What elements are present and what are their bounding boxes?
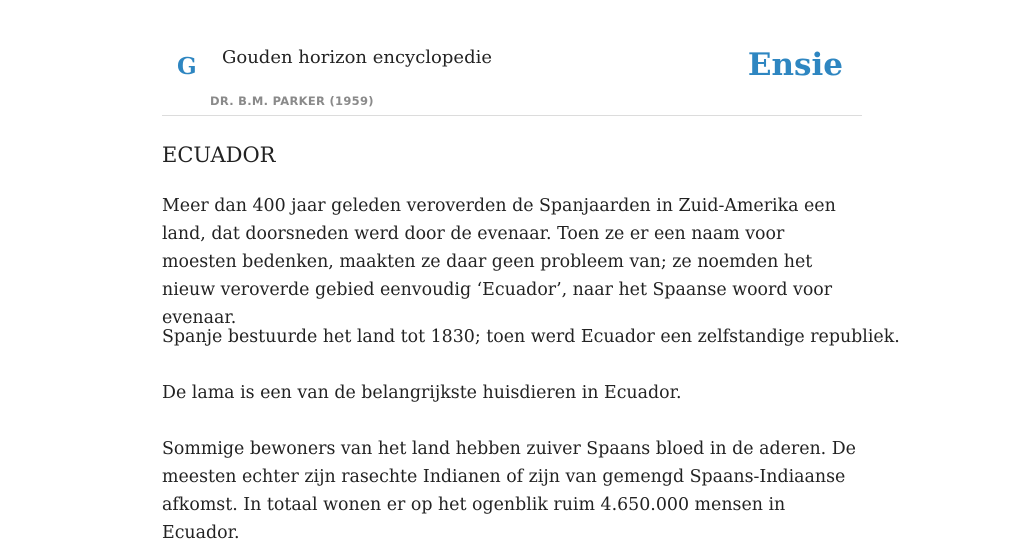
book-author: DR. B.M. PARKER (1959)	[210, 94, 374, 108]
paragraph-2: Spanje bestuurde het land tot 1830; toen werd Ecuador een zelfstandige republiek.	[162, 327, 900, 347]
paragraph-3: De lama is een van de belangrijkste huisdieren in Ecuador.	[162, 383, 682, 403]
entry-title: ECUADOR	[162, 143, 276, 167]
book-title-link[interactable]: Gouden horizon encyclopedie	[222, 47, 492, 68]
paragraph-1: Meer dan 400 jaar geleden veroverden de Spanjaarden in Zuid-Amerika een land, dat doorsneden werd door de evenaar. Toen ze er een naam voor moesten bedenken, maakten ze daar geen probleem van; ze noemden het nieuw veroverde gebied eenvoudig ‘Ecuador’, naar het Spaanse woord voor evenaar.	[162, 196, 836, 328]
paragraph-4: Sommige bewoners van het land hebben zuiver Spaans bloed in de aderen. De meesten echter zijn rasechte Indianen of zijn van gemengd Spaans-Indiaanse afkomst. In totaal wonen er op het ogenblik ruim 4.650.000 mensen in Ecuador.	[162, 439, 856, 543]
header	[162, 0, 862, 116]
encyclopedia-logo-icon[interactable]: G	[177, 53, 197, 80]
ensie-logo[interactable]: Ensie	[747, 47, 843, 83]
content-container	[162, 0, 900, 543]
